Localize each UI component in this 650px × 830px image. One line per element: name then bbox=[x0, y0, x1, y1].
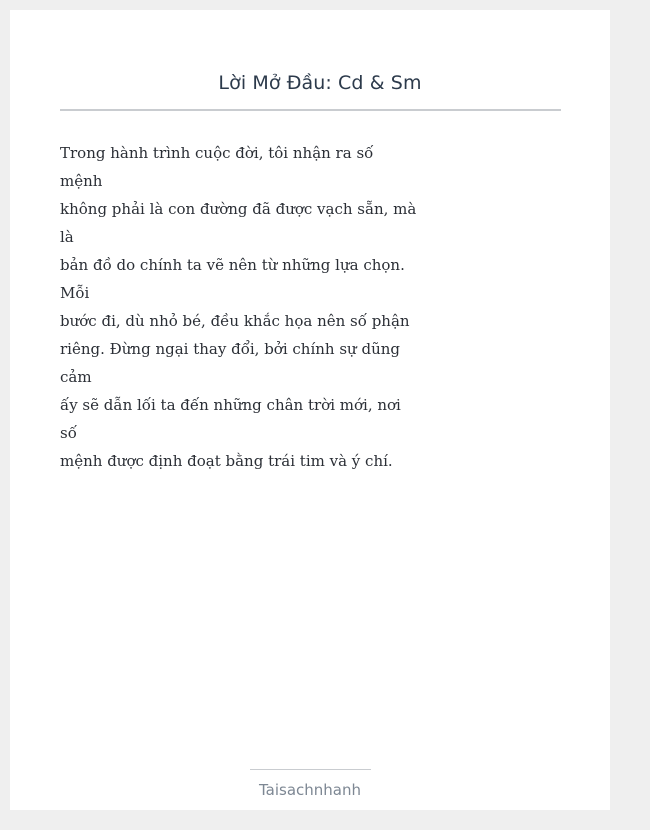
body-line: bản đồ do chính ta vẽ nên từ những lựa chọn. bbox=[60, 256, 405, 274]
footer-text: Taisachnhanh bbox=[258, 781, 362, 799]
title-divider bbox=[60, 109, 561, 111]
page-title: Lời Mở Đầu: Cd & Sm bbox=[218, 72, 422, 94]
body-line: cảm bbox=[60, 368, 92, 386]
body-line: mệnh bbox=[60, 172, 103, 190]
body-line: Trong hành trình cuộc đời, tôi nhận ra số bbox=[60, 144, 374, 162]
body-line: mệnh được định đoạt bằng trái tim và ý chí. bbox=[60, 452, 393, 470]
body-line: Mỗi bbox=[60, 284, 90, 302]
document-page bbox=[10, 10, 610, 810]
body-line: số bbox=[60, 424, 77, 442]
body-line: là bbox=[60, 228, 74, 246]
body-line: ấy sẽ dẫn lối ta đến những chân trời mới, nơi bbox=[60, 396, 401, 414]
body-text bbox=[60, 139, 417, 475]
body-line: không phải là con đường đã được vạch sẵn, mà bbox=[60, 200, 417, 218]
body-line: riêng. Đừng ngại thay đổi, bởi chính sự dũng bbox=[60, 340, 400, 358]
body-line: bước đi, dù nhỏ bé, đều khắc họa nên số phận bbox=[60, 312, 410, 330]
footer-divider bbox=[250, 769, 371, 770]
